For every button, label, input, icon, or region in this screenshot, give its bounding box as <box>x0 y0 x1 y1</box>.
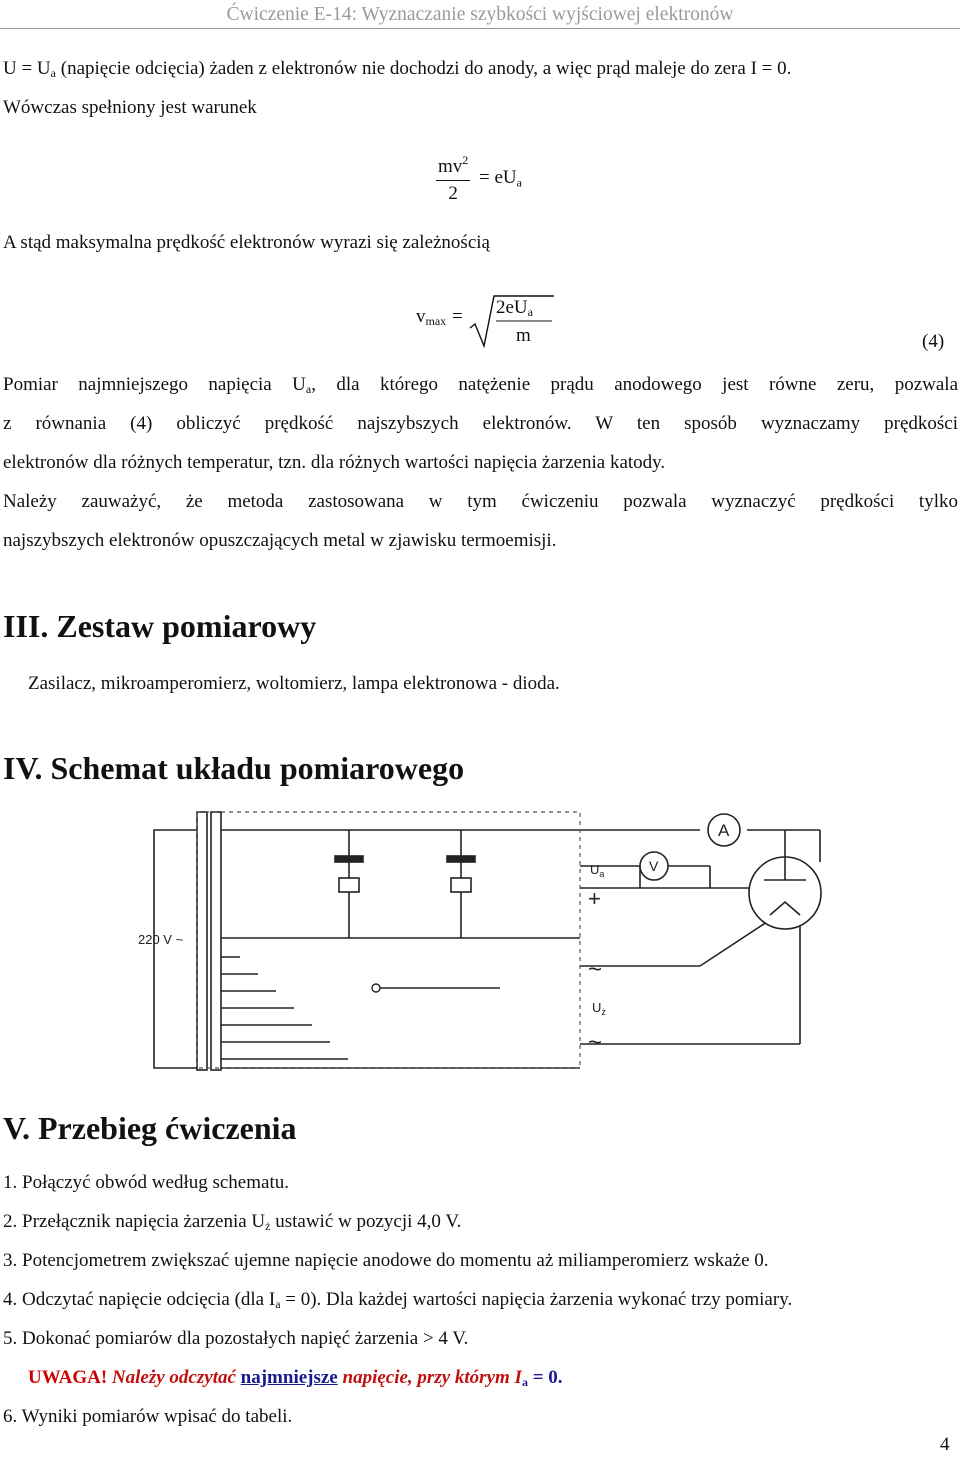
text: 2eU <box>496 297 528 318</box>
text: Należy zauważyć, że metoda zastosowana w tym ćwiczeniu pozwala wyznaczyć prędkości tylko <box>3 491 958 512</box>
subscript: max <box>425 314 447 328</box>
header-title: Ćwiczenie E-14: Wyznaczanie szybkości wyjściowej elektronów <box>226 4 734 25</box>
subscript: a <box>50 66 56 80</box>
procedure-step-2 <box>3 1211 461 1234</box>
equals-sign: = <box>452 306 463 327</box>
underlined-text: najmniejsze <box>240 1367 338 1388</box>
mains-loop <box>154 830 197 1068</box>
text: 2. Przełącznik napięcia żarzenia U <box>3 1211 266 1232</box>
superscript: 2 <box>462 153 469 167</box>
text: = 0). Dla każdej wartości napięcia żarzenia wykonać trzy pomiary. <box>280 1289 793 1310</box>
warning-note <box>28 1367 563 1390</box>
text: Należy odczytać <box>107 1367 241 1388</box>
diode-1 <box>335 856 363 862</box>
section-title-procedure: V. Przebieg ćwiczenia <box>3 1110 297 1146</box>
text: Wówczas spełniony jest warunek <box>3 97 257 118</box>
text: z równania (4) obliczyć prędkość najszybszych elektronów. W ten sposób wyznaczamy prędkości <box>3 413 958 434</box>
text: A stąd maksymalna prędkość elektronów wyrazi się zależnością <box>3 232 490 253</box>
warning-label: UWAGA! <box>28 1367 108 1388</box>
subscript: a <box>521 1375 528 1389</box>
ammeter-label: A <box>718 821 730 840</box>
subscript: ż <box>265 1219 271 1233</box>
ac-symbol-2: ~ <box>588 1029 603 1056</box>
procedure-step-4 <box>3 1289 792 1312</box>
equation-number: (4) <box>922 331 945 352</box>
diode-2 <box>447 856 475 862</box>
text: U <box>592 1000 602 1015</box>
procedure-step-5: 5. Dokonać pomiarów dla pozostałych napięć żarzenia > 4 V. <box>3 1328 469 1349</box>
transformer-primary <box>197 812 207 1070</box>
ac-symbol-1: ~ <box>588 956 603 983</box>
subscript: a <box>516 175 522 190</box>
denominator: 2 <box>448 183 458 204</box>
equation-rhs: = eU <box>479 167 517 189</box>
plus-sign: + <box>588 886 601 911</box>
text: Pomiar najmniejszego napięcia U <box>3 374 306 395</box>
uz-label <box>592 1000 606 1017</box>
text: (napięcie odcięcia) żaden z elektronów nie dochodzi do anody, a więc prąd maleje do zera I = 0. <box>56 58 792 79</box>
text: Zasilacz, mikroamperomierz, woltomierz, lampa elektronowa - dioda. <box>28 673 560 694</box>
supply-box-outline <box>197 812 580 1068</box>
text: U = U <box>3 58 51 79</box>
subscript: a <box>305 382 312 396</box>
subscript: a <box>527 305 533 319</box>
page-number: 4 <box>940 1434 950 1455</box>
text: v <box>416 306 426 327</box>
text: ustawić w pozycji 4,0 V. <box>270 1211 462 1232</box>
procedure-step-1: 1. Połączyć obwód według schematu. <box>3 1172 289 1193</box>
text: najszybszych elektronów opuszczających metal w zjawisku termoemisji. <box>3 530 557 551</box>
subscript: a <box>599 869 605 879</box>
text: , dla którego natężenie prądu anodowego jest równe zeru, pozwala <box>311 374 959 395</box>
sqrt-denominator: m <box>516 325 531 346</box>
procedure-step-6: 6. Wyniki pomiarów wpisać do tabeli. <box>3 1406 293 1427</box>
text: U <box>590 862 600 877</box>
selector-pivot <box>372 984 380 992</box>
supply-label: 220 V ~ <box>138 932 184 947</box>
section-title-equipment: III. Zestaw pomiarowy <box>3 608 317 644</box>
subscript: ż <box>601 1007 606 1017</box>
text: 4. Odczytać napięcie odcięcia (dla I <box>3 1289 276 1310</box>
procedure-step-3: 3. Potencjometrem zwiększać ujemne napięcie anodowe do momentu aż miliamperomierz wskaże 0. <box>3 1250 769 1271</box>
section-title-schematic: IV. Schemat układu pomiarowego <box>3 750 465 786</box>
text: napięcie, przy którym I <box>337 1367 522 1388</box>
transformer-secondary <box>211 812 221 1070</box>
text: = 0. <box>527 1367 563 1388</box>
voltmeter-label: V <box>649 858 659 874</box>
subscript: a <box>275 1297 281 1311</box>
text: mv <box>438 156 463 177</box>
ua-label <box>590 862 604 879</box>
text: elektronów dla różnych temperatur, tzn. dla różnych wartości napięcia żarzenia katody. <box>3 452 666 473</box>
